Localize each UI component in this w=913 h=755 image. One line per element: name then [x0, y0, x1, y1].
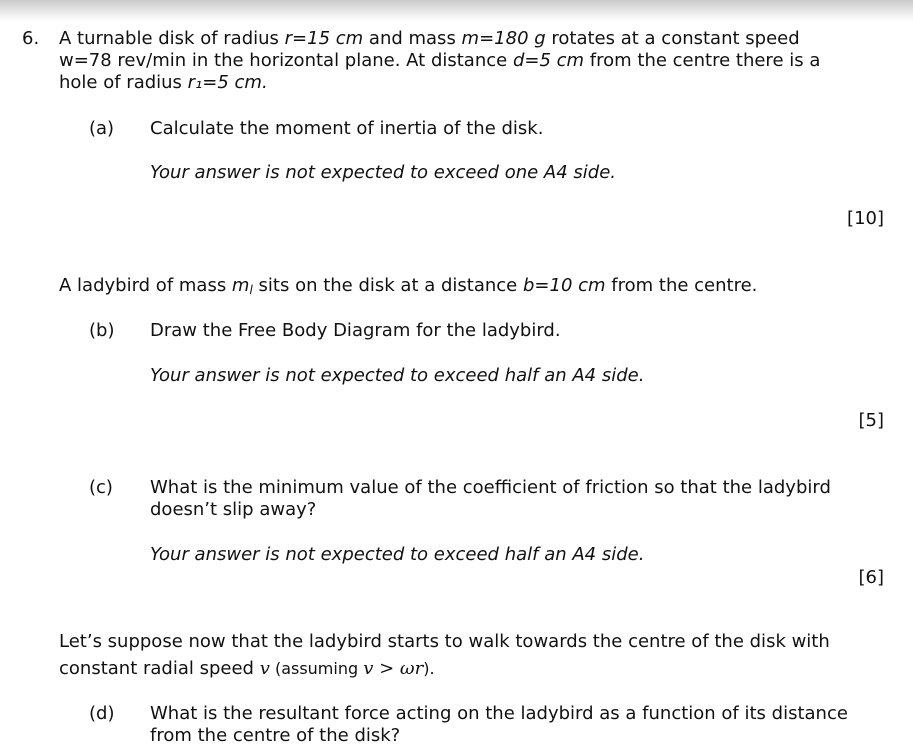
question-intro-line-3: hole of radius r₁=5 cm. [59, 72, 268, 93]
part-d-label: (d) [89, 703, 115, 724]
part-b-question: Draw the Free Body Diagram for the ladybird. [150, 320, 561, 341]
ladybird-intro: A ladybird of mass $m_l$ sits on the disk at a distance b=10 cm from the centre. [59, 275, 758, 297]
part-d-question-line-1: What is the resultant force acting on the ladybird as a function of its distance [150, 703, 848, 724]
walk-intro-line-2: constant radial speed v (assuming v > ωr). [59, 658, 435, 679]
part-a-note: Your answer is not expected to exceed one A4 side. [150, 162, 617, 183]
part-c-question-line-2: doesn’t slip away? [150, 499, 317, 520]
walk-intro-line-1: Let’s suppose now that the ladybird starts to walk towards the centre of the disk with [59, 631, 830, 652]
part-b-label: (b) [89, 320, 115, 341]
part-d-question-line-2: from the centre of the disk? [150, 725, 401, 746]
part-c-marks: [6] [858, 567, 884, 588]
window-top-shadow [0, 0, 913, 22]
part-c-question-line-1: What is the minimum value of the coefficient of friction so that the ladybird [150, 477, 831, 498]
part-b-note: Your answer is not expected to exceed half an A4 side. [150, 365, 645, 386]
part-a-marks: [10] [847, 208, 884, 229]
question-intro-line-2: w=78 rev/min in the horizontal plane. At distance d=5 cm from the centre there is a [59, 50, 821, 71]
question-number: 6. [22, 28, 40, 49]
part-a-question: Calculate the moment of inertia of the disk. [150, 118, 544, 139]
part-b-marks: [5] [858, 410, 884, 431]
part-c-note: Your answer is not expected to exceed half an A4 side. [150, 544, 645, 565]
part-a-label: (a) [89, 118, 115, 139]
part-c-label: (c) [89, 477, 113, 498]
question-intro-line-1: A turnable disk of radius r=15 cm and mass m=180 g rotates at a constant speed [59, 28, 800, 49]
